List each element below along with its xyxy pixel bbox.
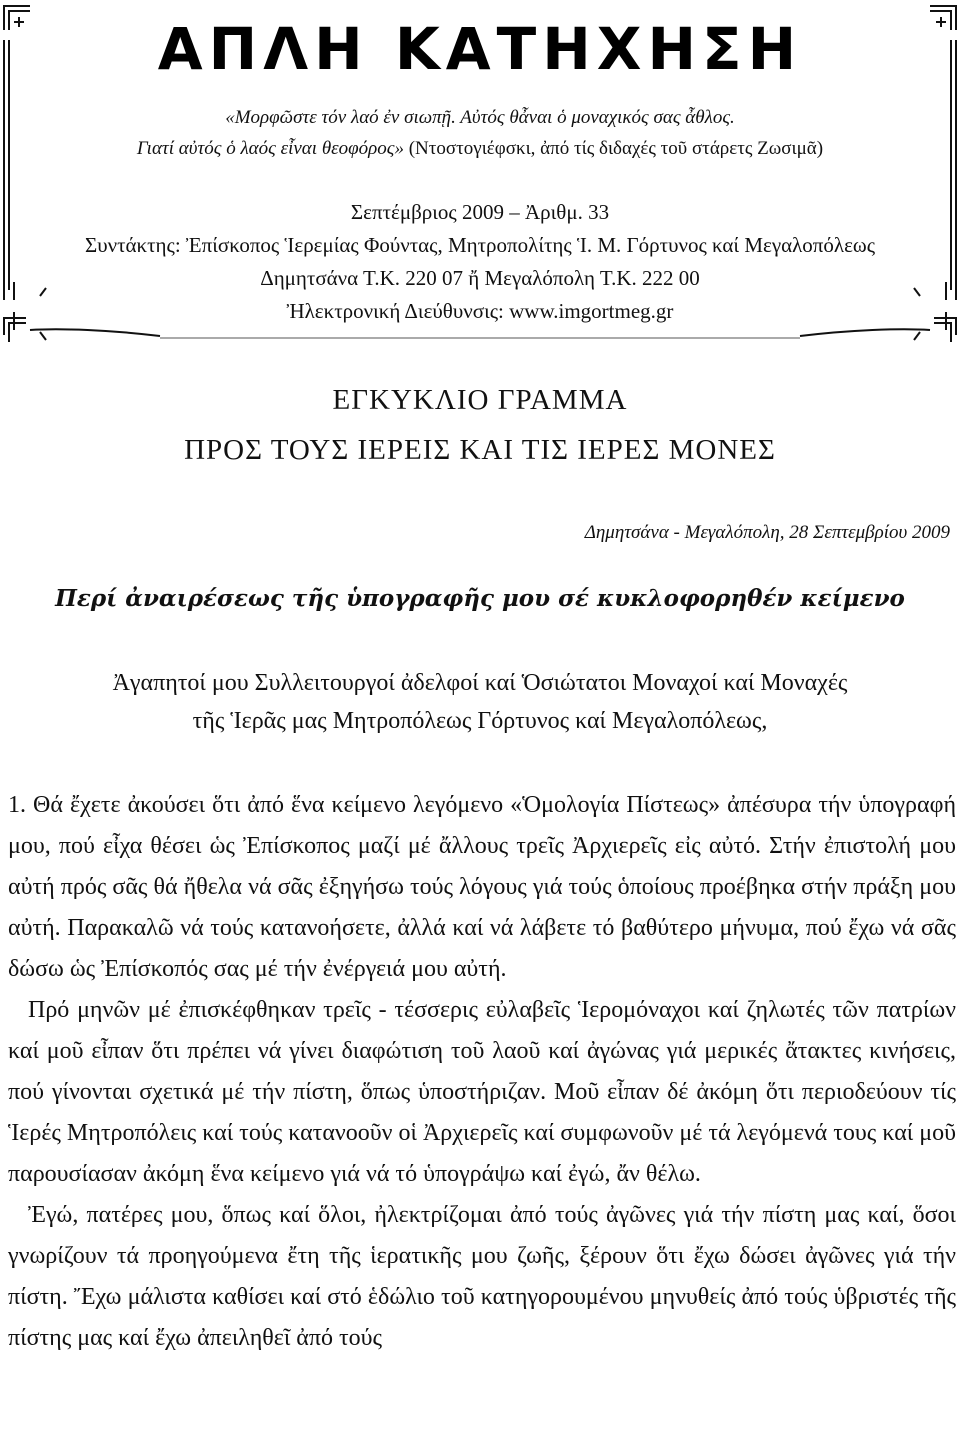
salutation-line-1: Ἀγαπητοί μου Συλλειτουργοί ἀδελφοί καί Ὁσιώτατοι Μοναχοί καί Μοναχές: [112, 670, 848, 696]
salutation: [0, 664, 960, 740]
motto-source: (Ντοστογιέφσκι, ἀπό τίς διδαχές τοῦ στάρετς Ζωσιμᾶ): [403, 138, 824, 159]
address-line: Δημητσάνα Τ.Κ. 220 07 ἤ Μεγαλόπολη Τ.Κ. 222 00: [260, 266, 700, 290]
publication-info: [20, 196, 940, 328]
motto: [20, 102, 940, 164]
letter-recipients: ΠΡΟΣ ΤΟΥΣ ΙΕΡΕΙΣ ΚΑΙ ΤΙΣ ΙΕΡΕΣ ΜΟΝΕΣ: [184, 434, 776, 466]
paragraph-1: 1. Θά ἔχετε ἀκούσει ὅτι ἀπό ἕνα κείμενο λεγόμενο «Ὁμολογία Πίστεως» ἀπέσυρα τήν ὑπογραφή μου, πού εἶχα θέσει ὡς Ἐπίσκοπος μαζί μέ ἄλλους τρεῖς Ἀρχιερεῖς εἰς αὐτό. Στήν ἐπιστολή μου αὐτή πρός σᾶς θά ἤθελα νά σᾶς ἐξηγήσω τούς λόγους γιά τούς ὁποίους προέβηκα στήν πράξη μου αὐτή. Παρακαλῶ νά τούς κατανοήσετε, ἀλλά καί νά λάβετε τό βαθύτερο μήνυμα, πού ἔχω νά σᾶς δώσω ὡς Ἐπίσκοπός σας μέ τήν ἐνέργειά μου αὐτή.: [8, 792, 956, 982]
motto-quote: Γιατί αὐτός ὁ λαός εἶναι θεοφόρος»: [136, 138, 404, 159]
editor-line: Συντάκτης: Ἐπίσκοπος Ἱερεμίας Φούντας, Μητροπολίτης Ἱ. Μ. Γόρτυνος καί Μεγαλοπόλεως: [84, 233, 876, 257]
web-address: Ἠλεκτρονική Διεύθυνσις: www.imgortmeg.gr: [286, 299, 674, 323]
masthead-title: ΑΠΛΗ ΚΑΤΗΧΗΣΗ: [157, 15, 803, 83]
letter-heading: ΕΓΚΥΚΛΙΟ ΓΡΑΜΜΑ: [332, 384, 628, 416]
dateline: Δημητσάνα - Μεγαλόπολη, 28 Σεπτεμβρίου 2009: [584, 522, 950, 543]
motto-line-1: «Μορφῶστε τόν λαό ἐν σιωπῇ. Αὐτός θἆναι ὁ μοναχικός σας ἆθλος.: [225, 107, 735, 128]
letter-subject: Περί ἀναιρέσεως τῆς ὑπογραφῆς μου σέ κυκλοφορηθέν κείμενο: [55, 585, 905, 612]
motto-line-2: [20, 133, 940, 164]
paragraph-2: Πρό μηνῶν μέ ἐπισκέφθηκαν τρεῖς - τέσσερις εὐλαβεῖς Ἱερομόναχοι καί ζηλωτές τῶν πατρίων καί μοῦ εἶπαν ὅτι πρέπει νά γίνει διαφώτιση τοῦ λαοῦ καί ἀγώνας γιά μερικές ἄτακτες κινήσεις, πού γίνονται σχετικά μέ τήν πίστη, ὅπως ὑποστήριζαν. Μοῦ εἶπαν δέ ἀκόμη ὅτι περιοδεύουν τίς Ἱερές Μητροπόλεις καί τούς κατανοοῦν οἱ Ἀρχιερεῖς καί συμφωνοῦν μέ τά λεγόμενά τους καί μοῦ παρουσίασαν ἀκόμη ἕνα κείμενο γιά νά τό ὑπογράψω καί ἐγώ, ἄν θέλω.: [8, 997, 956, 1187]
issue-number: Σεπτέμβριος 2009 – Ἀριθμ. 33: [350, 200, 610, 224]
letter-body: [8, 785, 956, 1359]
paragraph-3: Ἐγώ, πατέρες μου, ὅπως καί ὅλοι, ἠλεκτρίζομαι ἀπό τούς ἀγῶνες γιά τήν πίστη μας καί, ὅσοι γνωρίζουν τά προηγούμενα ἔτη τῆς ἱερατικῆς μου ζωῆς, ξέρουν ὅτι ἔχω δώσει ἀγῶνες γιά τήν πίστη. Ἔχω μάλιστα καθίσει καί στό ἑδώλιο τοῦ κατηγορουμένου μηνυθείς ἀπό τούς ὑβριστές τῆς πίστης μας καί ἔχω ἀπειληθεῖ ἀπό τούς: [8, 1202, 956, 1351]
salutation-line-2: τῆς Ἱερᾶς μας Μητροπόλεως Γόρτυνος καί Μεγαλοπόλεως,: [192, 708, 768, 734]
